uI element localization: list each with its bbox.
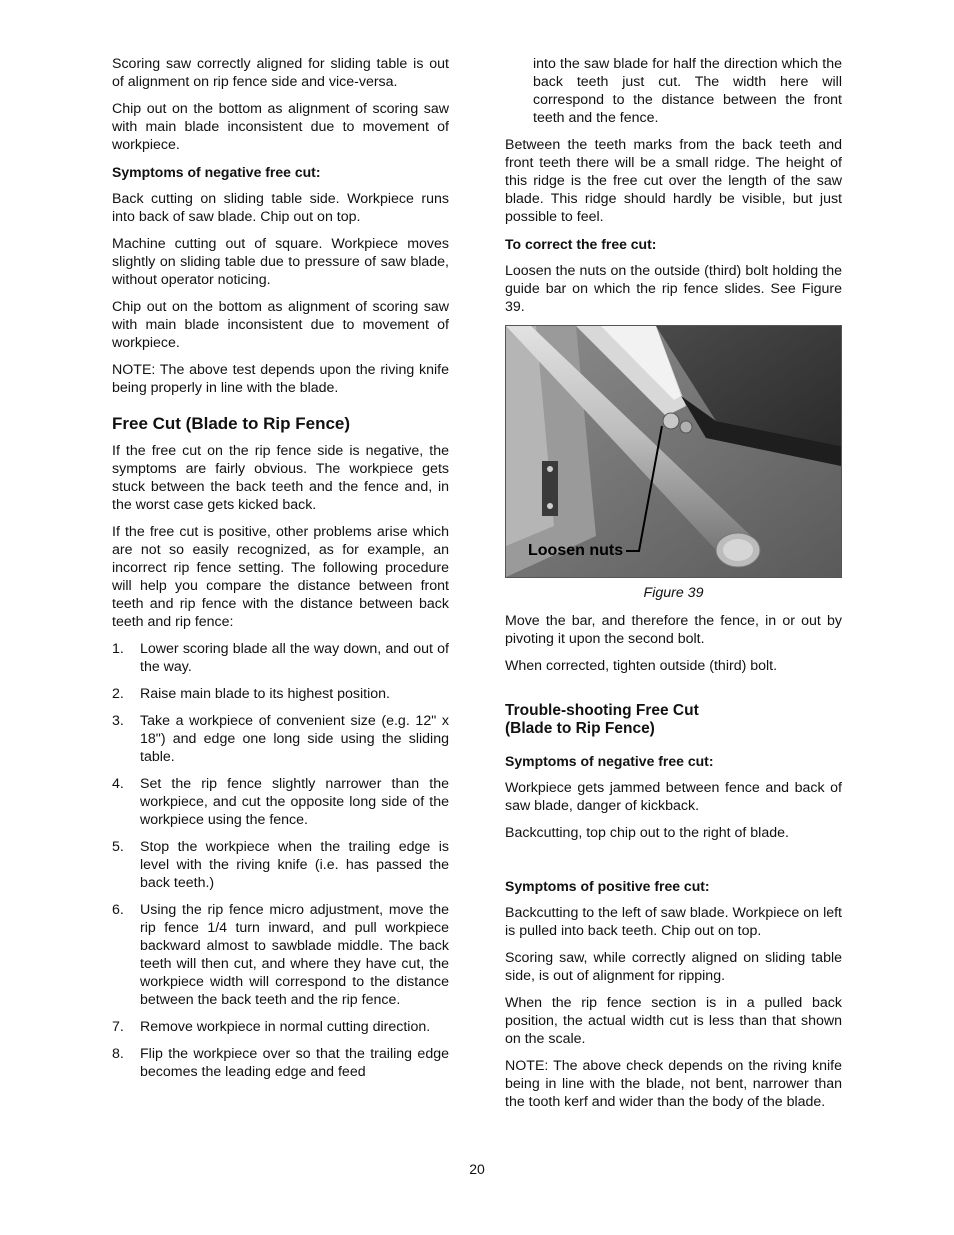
paragraph: Backcutting, top chip out to the right of blade. xyxy=(505,825,789,841)
correct-free-cut-heading: To correct the free cut: xyxy=(505,236,657,252)
saw-guide-bar-illustration xyxy=(506,326,841,577)
paragraph: If the free cut on the rip fence side is negative, the symptoms are fairly obvious. The workpiece gets stuck between the back teeth and the fence and, in the worst case gets kicked back. xyxy=(112,443,449,513)
page-number: 20 xyxy=(469,1161,485,1177)
step-text: Flip the workpiece over so that the trailing edge becomes the leading edge and feed xyxy=(140,1046,449,1080)
figure-caption: Figure 39 xyxy=(643,585,704,601)
symptoms-negative-heading: Symptoms of negative free cut: xyxy=(112,164,321,180)
step-number: 2. xyxy=(112,686,124,702)
step-item xyxy=(112,685,449,703)
paragraph: Machine cutting out of square. Workpiece moves slightly on sliding table due to pressure of saw blade, without operator noticing. xyxy=(112,236,449,288)
step-item xyxy=(112,640,449,676)
spacer xyxy=(505,851,842,877)
paragraph: When the rip fence section is in a pulled back position, the actual width cut is less than that shown on the scale. xyxy=(505,995,842,1047)
step-number: 3. xyxy=(112,713,124,729)
troubleshooting-title xyxy=(505,702,842,738)
figure-39-photo xyxy=(505,325,842,578)
figure-callout-label: Loosen nuts xyxy=(528,542,624,559)
troubleshooting-title-line: Trouble-shooting Free Cut xyxy=(505,702,699,719)
paragraph: Loosen the nuts on the outside (third) bolt holding the guide bar on which the rip fence slides. See Figure 39. xyxy=(505,263,842,315)
step-text: Raise main blade to its highest position. xyxy=(140,686,390,702)
paragraph: If the free cut is positive, other problems arise which are not so easily recognized, as for example, an incorrect rip fence setting. The following procedure will help you compare the distance between front teeth and rip fence with the distance between back teeth and rip fence: xyxy=(112,524,449,630)
paragraph: Workpiece gets jammed between fence and back of saw blade, danger of kickback. xyxy=(505,780,842,814)
paragraph: Between the teeth marks from the back teeth and front teeth there will be a small ridge. The height of this ridge is the free cut over the length of the saw blade. This ridge should hardly be visible, but just possible to feel. xyxy=(505,137,842,225)
step-number: 7. xyxy=(112,1019,124,1035)
step-text: Remove workpiece in normal cutting direction. xyxy=(140,1019,431,1035)
right-column xyxy=(505,55,842,1120)
step-item xyxy=(112,1018,449,1036)
paragraph: Chip out on the bottom as alignment of scoring saw with main blade inconsistent due to movement of workpiece. xyxy=(112,101,449,153)
paragraph: Back cutting on sliding table side. Workpiece runs into back of saw blade. Chip out on top. xyxy=(112,191,449,225)
step-item xyxy=(112,901,449,1009)
procedure-steps xyxy=(112,640,449,1081)
step-item xyxy=(112,1045,449,1081)
paragraph: Move the bar, and therefore the fence, in or out by pivoting it upon the second bolt. xyxy=(505,613,842,647)
paragraph: Scoring saw, while correctly aligned on sliding table side, is out of alignment for ripping. xyxy=(505,950,842,984)
step-item xyxy=(112,775,449,829)
left-column xyxy=(112,55,449,1090)
step-item xyxy=(112,712,449,766)
troubleshooting-title-line: (Blade to Rip Fence) xyxy=(505,720,655,737)
symptoms-positive-heading: Symptoms of positive free cut: xyxy=(505,878,710,894)
step-text: Set the rip fence slightly narrower than the workpiece, and cut the opposite long side of the workpiece using the fence. xyxy=(140,776,449,828)
step-number: 6. xyxy=(112,902,124,918)
step-text: Take a workpiece of convenient size (e.g. 12" x 18") and edge one long side using the sliding table. xyxy=(140,713,449,765)
section-title: Free Cut (Blade to Rip Fence) xyxy=(112,414,351,433)
paragraph: When corrected, tighten outside (third) bolt. xyxy=(505,658,778,674)
paragraph: Chip out on the bottom as alignment of scoring saw with main blade inconsistent due to movement of workpiece. xyxy=(112,299,449,351)
note-paragraph: NOTE: The above test depends upon the riving knife being properly in line with the blade. xyxy=(112,362,449,396)
note-paragraph: NOTE: The above check depends on the riving knife being in line with the blade, not bent, narrower than the tooth kerf and wider than the body of the blade. xyxy=(505,1058,842,1110)
step-number: 5. xyxy=(112,839,124,855)
step-text: Stop the workpiece when the trailing edge is level with the riving knife (i.e. has passed the back teeth.) xyxy=(140,839,449,891)
step-continuation: into the saw blade for half the direction which the back teeth just cut. The width here will correspond to the distance between the front teeth and the fence. xyxy=(533,56,842,126)
paragraph: Scoring saw correctly aligned for sliding table is out of alignment on rip fence side and vice-versa. xyxy=(112,56,449,90)
symptoms-negative-heading: Symptoms of negative free cut: xyxy=(505,753,714,769)
step-number: 1. xyxy=(112,641,124,657)
paragraph: Backcutting to the left of saw blade. Workpiece on left is pulled into back teeth. Chip out on top. xyxy=(505,905,842,939)
step-text: Using the rip fence micro adjustment, move the rip fence 1/4 turn inward, and pull workpiece backward almost to sawblade middle. The back teeth will then cut, and where they have cut, the workpiece width will correspond to the distance between the back teeth and the rip fence. xyxy=(140,902,449,1008)
spacer xyxy=(505,684,842,702)
step-number: 4. xyxy=(112,776,124,792)
step-number: 8. xyxy=(112,1046,124,1062)
step-item xyxy=(112,838,449,892)
step-text: Lower scoring blade all the way down, and out of the way. xyxy=(140,641,449,675)
